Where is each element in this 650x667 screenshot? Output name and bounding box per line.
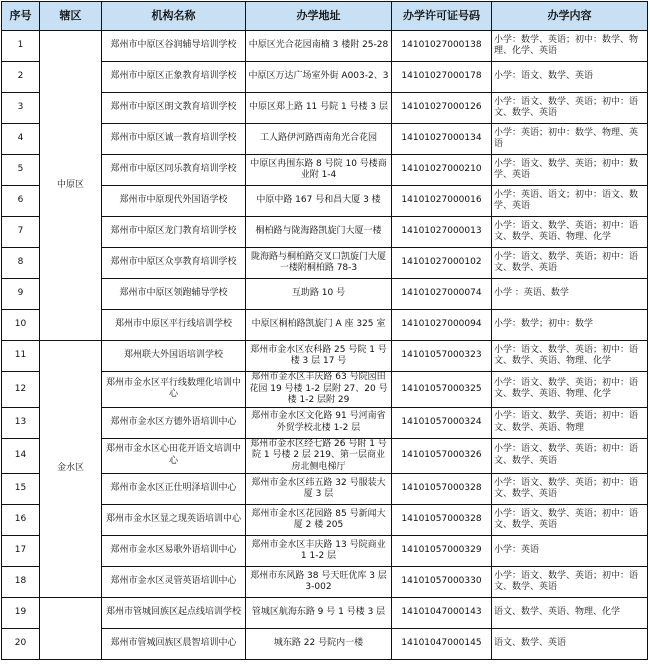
cell-org-name: 郑州市金水区平行线数理化培训中心	[102, 372, 246, 408]
cell-license: 14101027000134	[392, 124, 492, 155]
cell-content: 小学：数学、英语；初中：数学、物理、化学、英语	[492, 31, 648, 62]
cell-no: 16	[2, 505, 40, 536]
cell-address: 郑州市金水区丰庆路 13 号院商业 1 1-2 层	[246, 536, 392, 567]
cell-no: 8	[2, 248, 40, 279]
cell-content: 小学：英语、语文；初中：语文、数学、英语	[492, 186, 648, 217]
cell-no: 20	[2, 629, 40, 660]
cell-org-name: 郑州市中原区朗文教育培训学校	[102, 93, 246, 124]
cell-no: 13	[2, 407, 40, 438]
header-license: 办学许可证号码	[392, 2, 492, 31]
cell-content: 小学：语文、数学、英语；初中：语文、数学、英语、物理、化学	[492, 341, 648, 372]
cell-content: 小学：语文、数学、英语；初中：语文、数学、英语	[492, 474, 648, 505]
cell-license: 14101027000126	[392, 93, 492, 124]
cell-no: 18	[2, 567, 40, 598]
cell-license: 14101027000178	[392, 62, 492, 93]
cell-license: 14101057000324	[392, 407, 492, 438]
cell-license: 14101057000329	[392, 536, 492, 567]
cell-license: 14101027000102	[392, 248, 492, 279]
cell-no: 11	[2, 341, 40, 372]
cell-address: 桐柏路与陇海路凯旋门大厦一楼	[246, 217, 392, 248]
cell-no: 4	[2, 124, 40, 155]
cell-no: 17	[2, 536, 40, 567]
cell-address: 工人路伊河路西南角光合花园	[246, 124, 392, 155]
cell-address: 中原区光合花园南楠 3 楼附 25-28	[246, 31, 392, 62]
cell-org-name: 郑州市管城回族区起点线培训学校	[102, 598, 246, 629]
cell-content: 语文、数学、英语	[492, 629, 648, 660]
cell-no: 12	[2, 372, 40, 408]
cell-no: 15	[2, 474, 40, 505]
header-org-name: 机构名称	[102, 2, 246, 31]
cell-license: 14101057000323	[392, 341, 492, 372]
cell-address: 郑州市金水区花园路 85 号新闻大厦 2 楼 205	[246, 505, 392, 536]
cell-address: 中原区桐柏路凯旋门 A 座 325 室	[246, 310, 392, 341]
cell-license: 14101057000325	[392, 372, 492, 408]
cell-no: 14	[2, 438, 40, 474]
cell-address: 中原区万达广场室外街 A003-2、3	[246, 62, 392, 93]
cell-org-name: 郑州市中原现代外国语学校	[102, 186, 246, 217]
cell-district: 中原区	[40, 31, 102, 341]
cell-license: 14101027000094	[392, 310, 492, 341]
cell-content: 小学：语文、数学、英语	[492, 62, 648, 93]
cell-address: 互助路 10 号	[246, 279, 392, 310]
cell-district	[40, 598, 102, 660]
school-license-table	[1, 1, 648, 660]
cell-org-name: 郑州市金水区正仕明泽培训中心	[102, 474, 246, 505]
cell-content: 小学：语文、数学、英语；初中：语文、数学、英语	[492, 505, 648, 536]
cell-no: 9	[2, 279, 40, 310]
cell-no: 3	[2, 93, 40, 124]
cell-content: 小学：语文、数学、英语；初中：语文、数学、英语、物理	[492, 407, 648, 438]
cell-address: 郑州市金水区经七路 26 号附 1 号院 1 号楼 2 层 219、第一层商业房北侧电梯厅	[246, 438, 392, 474]
cell-content: 小学：语文、数学、英语；初中：语文、数学、英语	[492, 567, 648, 598]
cell-content: 小学：英语；初中：数学、物理、英语	[492, 124, 648, 155]
cell-org-name: 郑州市金水区心田花开语文培训中心	[102, 438, 246, 474]
cell-org-name: 郑州市金水区灵管英语培训中心	[102, 567, 246, 598]
cell-org-name: 郑州市中原区平行线培训学校	[102, 310, 246, 341]
cell-license: 14101027000138	[392, 31, 492, 62]
cell-license: 14101057000328	[392, 505, 492, 536]
cell-org-name: 郑州市金水区易歌外语培训中心	[102, 536, 246, 567]
header-address: 办学地址	[246, 2, 392, 31]
cell-org-name: 郑州联大外国语培训学校	[102, 341, 246, 372]
cell-content: 小学：英语	[492, 536, 648, 567]
table-row	[2, 598, 648, 629]
cell-address: 郑州市金水区丰庆路 63 号院园田花园 19 号楼 1-2 层附 27、20 号楼 1-2 层附 29	[246, 372, 392, 408]
cell-org-name: 郑州市中原区同乐教育培训学校	[102, 155, 246, 186]
cell-address: 郑州市金水区纬五路 32 号服装大厦 3 层	[246, 474, 392, 505]
cell-address: 郑州市东风路 38 号天旺优库 3 层 3-002	[246, 567, 392, 598]
cell-license: 14101057000326	[392, 438, 492, 474]
cell-no: 10	[2, 310, 40, 341]
cell-org-name: 郑州市中原区领跑辅导学校	[102, 279, 246, 310]
cell-org-name: 郑州市金水区方德外语培训中心	[102, 407, 246, 438]
cell-org-name: 郑州市中原区龙门教育培训学校	[102, 217, 246, 248]
header-row	[2, 2, 648, 31]
table-row	[2, 341, 648, 372]
cell-address: 管城区航海东路 9 号 1 号楼 3 层	[246, 598, 392, 629]
cell-content: 小学 ：英语、数学	[492, 279, 648, 310]
cell-license: 14101057000330	[392, 567, 492, 598]
header-no: 序号	[2, 2, 40, 31]
header-district: 辖区	[40, 2, 102, 31]
cell-no: 1	[2, 31, 40, 62]
header-content: 办学内容	[492, 2, 648, 31]
cell-address: 中原中路 167 号和昌大厦 3 楼	[246, 186, 392, 217]
cell-no: 5	[2, 155, 40, 186]
cell-license: 14101057000328	[392, 474, 492, 505]
cell-address: 郑州市金水区文化路 91 号河南省外贸学校北楼 1-2 层	[246, 407, 392, 438]
cell-org-name: 郑州市中原区众享教育培训学校	[102, 248, 246, 279]
cell-content: 小学：语文、数学、英语；初中：数学、英语	[492, 155, 648, 186]
cell-content: 小学：语文、数学、英语；初中：语文、数学、英语	[492, 248, 648, 279]
cell-no: 2	[2, 62, 40, 93]
cell-content: 小学：语文、数学、英语；初中：语文、数学、英语、物理、化学	[492, 372, 648, 408]
cell-address: 郑州市金水区农科路 25 号院 1 号楼 3 层 17 号	[246, 341, 392, 372]
cell-license: 14101027000210	[392, 155, 492, 186]
cell-address: 中原区郑上路 11 号院 1 号楼 3 层	[246, 93, 392, 124]
cell-no: 7	[2, 217, 40, 248]
cell-content: 语文、数学、英语、物理、化学	[492, 598, 648, 629]
cell-license: 14101027000074	[392, 279, 492, 310]
school-license-table-wrapper	[1, 1, 648, 660]
cell-no: 19	[2, 598, 40, 629]
cell-content: 小学：语文、数学、英语；初中：语文、数学、英语	[492, 93, 648, 124]
cell-content: 小学：数学；初中：数学	[492, 310, 648, 341]
cell-content: 小学：语文、数学、英语；初中：语文、数学、英语、物理、化学	[492, 217, 648, 248]
cell-address: 城东路 22 号院内一楼	[246, 629, 392, 660]
cell-district: 金水区	[40, 341, 102, 598]
cell-org-name: 郑州市中原区正象教育培训学校	[102, 62, 246, 93]
cell-license: 14101027000016	[392, 186, 492, 217]
cell-org-name: 郑州市中原区谷润辅导培训学校	[102, 31, 246, 62]
cell-org-name: 郑州市金水区显之现英语培训中心	[102, 505, 246, 536]
cell-org-name: 郑州市中原区诚一教育培训学校	[102, 124, 246, 155]
table-row	[2, 31, 648, 62]
cell-no: 6	[2, 186, 40, 217]
cell-license: 14101047000145	[392, 629, 492, 660]
cell-content: 小学：语文、数学、英语；初中：语文、数学、英语	[492, 438, 648, 474]
cell-license: 14101027000013	[392, 217, 492, 248]
cell-license: 14101047000143	[392, 598, 492, 629]
cell-org-name: 郑州市管城回族区晨智培训中心	[102, 629, 246, 660]
cell-address: 陇海路与桐柏路交叉口凯旋门大厦一楼附桐柏路 78-3	[246, 248, 392, 279]
cell-address: 中原区冉围东路 8 号院 10 号楼商业附 1-4	[246, 155, 392, 186]
